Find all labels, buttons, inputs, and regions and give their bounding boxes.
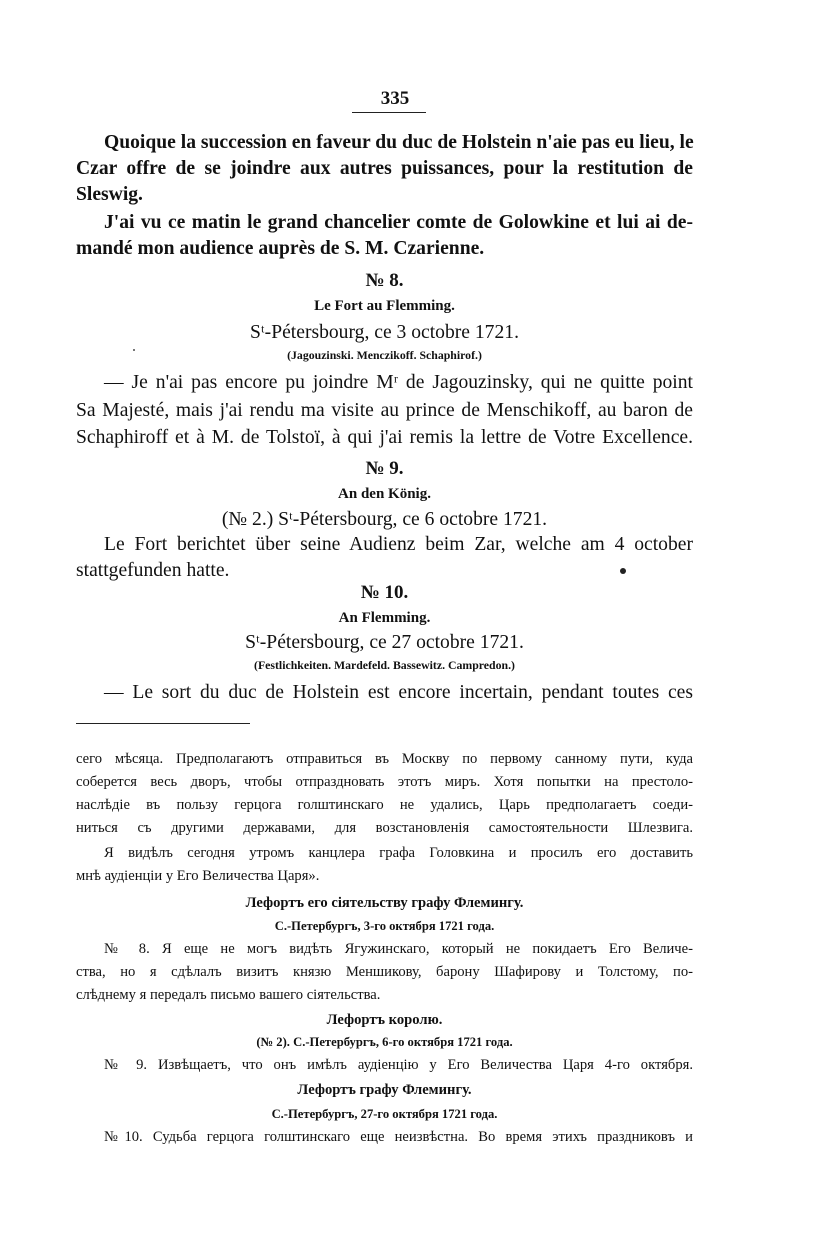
french-n10-line-1: — Le sort du duc de Holstein est encore incertain, pendant toutes ces	[104, 682, 693, 703]
ink-speck	[133, 349, 135, 351]
french-p2-line-1: J'ai vu ce matin le grand chancelier comte de Golowkine et lui ai de-	[104, 212, 693, 233]
russian-n8-title: Лефортъ его сіятельству графу Флемингу.	[245, 895, 524, 911]
french-n8-line-1: — Je n'ai pas encore pu joindre Mʳ de Jagouzinsky, qui ne quitte point	[104, 372, 693, 393]
russian-n9-line-1: № 9. Извѣщаетъ, что онъ имѣлъ аудіенцію у Его Величества Царя 4-го октября.	[104, 1057, 693, 1073]
footnote-rule	[76, 723, 250, 724]
french-p1-line-2: Czar offre de se joindre aux autres puissances, pour la restitution de	[76, 158, 693, 179]
french-p2-line-2: mandé mon audience auprès de S. M. Czarienne.	[76, 238, 485, 259]
russian-n8-line-1: № 8. Я еще не могъ видѣть Ягужинскаго, который не покидаетъ Его Величе-	[104, 941, 693, 957]
russian-n9-place-date: (№ 2). С.-Петербургъ, 6-го октября 1721 года.	[256, 1035, 513, 1049]
french-n8-place-date: Sᵗ-Pétersbourg, ce 3 octobre 1721.	[250, 322, 519, 343]
french-n9-number: № 9.	[365, 458, 404, 479]
french-n9-line-1: Le Fort berichtet über seine Audienz beim Zar, welche am 4 october	[104, 534, 693, 555]
russian-n8-line-2: ства, но я сдѣлалъ визитъ князю Меншикову, барону Шафирову и Толстому, по-	[76, 964, 693, 980]
russian-n10-line-1: №10. Судьба герцога голштинскаго еще неизвѣстна. Во время этихъ праздниковъ и	[104, 1129, 693, 1145]
russian-p2-line-1: Я видѣлъ сегодня утромъ канцлера графа Головкина и просилъ его доставить	[104, 845, 693, 861]
french-n8-title: Le Fort au Flemming.	[314, 298, 455, 314]
russian-p1-line-1: сего мѣсяца. Предполагаютъ отправиться въ Москву по первому санному пути, куда	[76, 751, 693, 767]
russian-p2-line-2: мнѣ аудіенціи у Его Величества Царя».	[76, 868, 320, 884]
french-n8-line-2: Sa Majesté, mais j'ai rendu ma visite au prince de Menschikoff, au baron de	[76, 400, 693, 421]
french-n9-line-2: stattgefunden hatte.	[76, 560, 230, 581]
french-n10-title: An Flemming.	[338, 610, 431, 626]
page-number: 335	[380, 88, 410, 109]
french-n8-number: № 8.	[365, 270, 404, 291]
french-p1-line-3: Sleswig.	[76, 184, 143, 205]
russian-p1-line-4: ниться съ другими державами, для возстановленія самостоятельности Шлезвига.	[76, 820, 693, 836]
russian-n10-place-date: С.-Петербургъ, 27-го октября 1721 года.	[271, 1107, 498, 1121]
french-n10-place-date: Sᵗ-Pétersbourg, ce 27 octobre 1721.	[245, 632, 524, 653]
page-number-rule	[352, 112, 426, 113]
russian-n8-line-3: слѣднему я передалъ письмо вашего сіятельства.	[76, 987, 381, 1003]
french-n9-title: An den König.	[338, 486, 431, 502]
russian-p1-line-3: наслѣдіе въ пользу герцога голштинскаго не удались, Царь предполагаетъ соеди-	[76, 797, 693, 813]
russian-n9-title: Лефортъ королю.	[326, 1012, 443, 1028]
russian-n10-title: Лефортъ графу Флемингу.	[297, 1082, 472, 1098]
french-n8-line-3: Schaphiroff et à M. de Tolstoï, à qui j'ai remis la lettre de Votre Excellence.	[76, 427, 693, 448]
ink-dot	[620, 568, 626, 574]
french-n9-place-date: (№ 2.) Sᵗ-Pétersbourg, ce 6 octobre 1721.	[221, 509, 548, 530]
russian-n8-place-date: С.-Петербургъ, 3-го октября 1721 года.	[274, 919, 495, 933]
russian-p1-line-2: соберется весь дворъ, чтобы отпраздновать этотъ миръ. Хотя попытки на престоло-	[76, 774, 693, 790]
french-p1-line-1: Quoique la succession en faveur du duc de Holstein n'aie pas eu lieu, le	[104, 132, 694, 153]
french-n10-names: (Festlichkeiten. Mardefeld. Bassewitz. Campredon.)	[254, 658, 515, 672]
french-n10-number: № 10.	[360, 582, 409, 603]
french-n8-names: (Jagouzinski. Menczikoff. Schaphirof.)	[287, 348, 482, 362]
